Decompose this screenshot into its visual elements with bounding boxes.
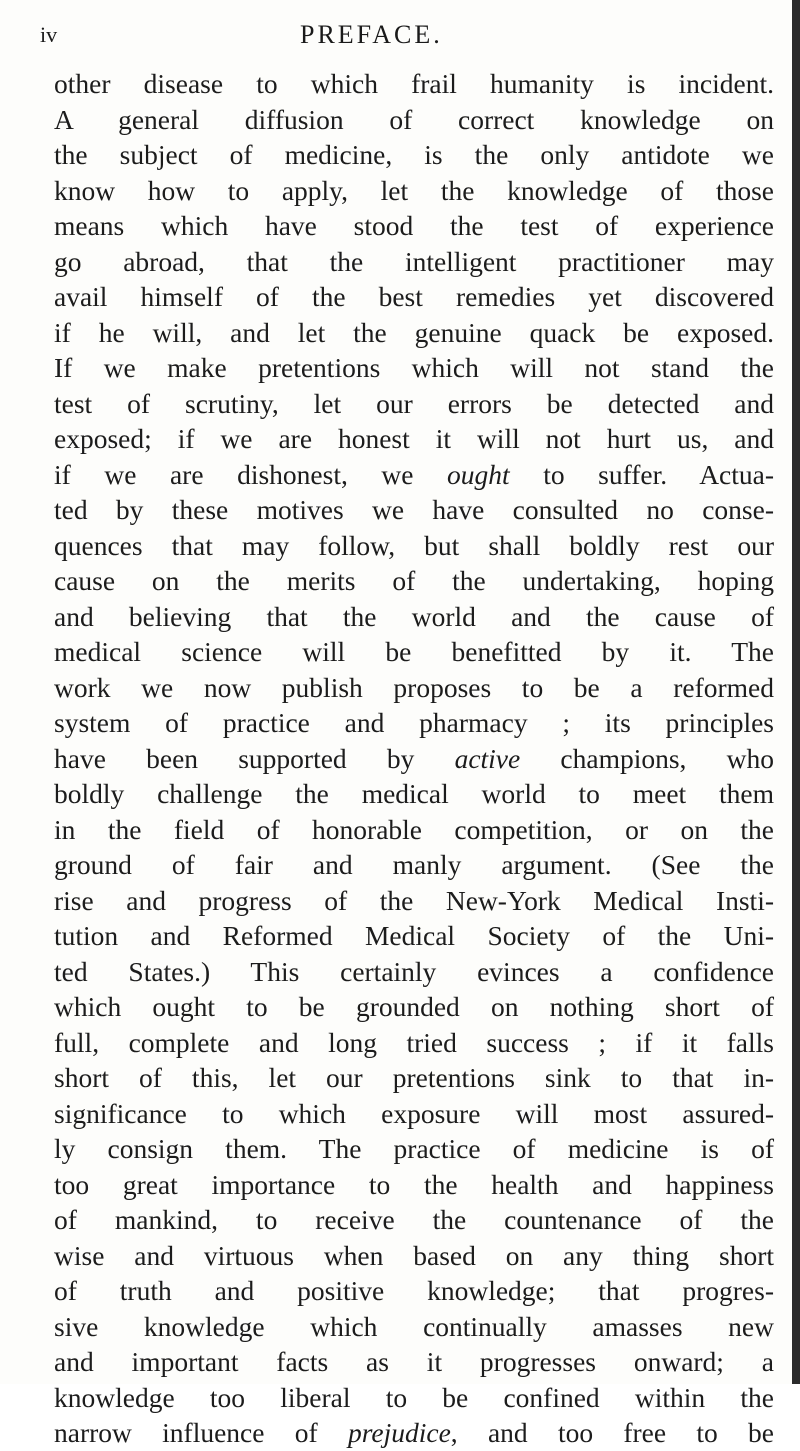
text-line: boldly challenge the medical world to meet them — [54, 778, 774, 809]
text-line: work we now publish proposes to be a reformed — [54, 671, 774, 703]
text-line: system of practice and pharmacy ; its principles — [54, 707, 774, 738]
text-line: and believing that the world and the cause of — [54, 600, 774, 632]
text-line: exposed; if we are honest it will not hurt us, and — [54, 423, 774, 454]
text-line: short of this, let our pretentions sink to that in- — [54, 1062, 774, 1093]
text-line: sive knowledge which continually amasses new — [54, 1310, 774, 1342]
page-number: iv — [40, 22, 58, 47]
text-line: means which have stood the test of experience — [54, 210, 774, 241]
text-line: rise and progress of the New-York Medical Insti- — [54, 884, 774, 916]
page-header — [40, 14, 800, 54]
text-line: ly consign them. The practice of medicine is of — [54, 1133, 774, 1164]
page-edge-shadow — [792, 0, 800, 1384]
running-head: PREFACE. — [300, 20, 443, 49]
text-line: tution and Reformed Medical Society of the Uni- — [54, 920, 774, 951]
text-line: ted States.) This certainly evinces a confidence — [54, 955, 774, 987]
text-line: A general diffusion of correct knowledge on — [54, 103, 774, 135]
text-line: test of scrutiny, let our errors be detected and — [54, 387, 774, 419]
text-line: the subject of medicine, is the only antidote we — [54, 139, 774, 170]
text-line: medical science will be benefitted by it. The — [54, 636, 774, 667]
text-line: of truth and positive knowledge; that progres- — [54, 1275, 774, 1306]
text-line: wise and virtuous when based on any thing short — [54, 1239, 774, 1271]
text-line: in the field of honorable competition, or on the — [54, 813, 774, 845]
text-line: If we make pretentions which will not stand the — [54, 352, 774, 383]
text-line: have been supported by active champions, who — [54, 742, 774, 774]
text-line: full, complete and long tried success ; if it falls — [54, 1026, 774, 1058]
text-line: and important facts as it progresses onward; a — [54, 1346, 774, 1377]
text-line: if we are dishonest, we ought to suffer. Actua- — [54, 458, 775, 490]
text-line: which ought to be grounded on nothing short of — [54, 991, 774, 1022]
text-line: ted by these motives we have consulted no conse- — [54, 494, 774, 525]
text-line: quences that may follow, but shall boldly rest our — [54, 529, 774, 561]
text-line: go abroad, that the intelligent practitioner may — [54, 245, 774, 277]
text-line: avail himself of the best remedies yet discovered — [54, 281, 774, 312]
body-text — [54, 66, 774, 1451]
text-line: ground of fair and manly argument. (See the — [54, 849, 774, 880]
text-line: know how to apply, let the knowledge of those — [54, 174, 774, 206]
text-line: significance to which exposure will most assured- — [54, 1097, 774, 1129]
text-line: knowledge too liberal to be confined within the — [54, 1381, 774, 1413]
text-line: too great importance to the health and happiness — [54, 1168, 774, 1200]
text-line: of mankind, to receive the countenance of the — [54, 1204, 774, 1235]
text-line: if he will, and let the genuine quack be exposed. — [54, 316, 774, 348]
text-line: cause on the merits of the undertaking, hoping — [54, 565, 774, 596]
text-line: other disease to which frail humanity is incident. — [54, 68, 774, 99]
text-line: narrow influence of prejudice, and too free to be — [54, 1417, 774, 1448]
